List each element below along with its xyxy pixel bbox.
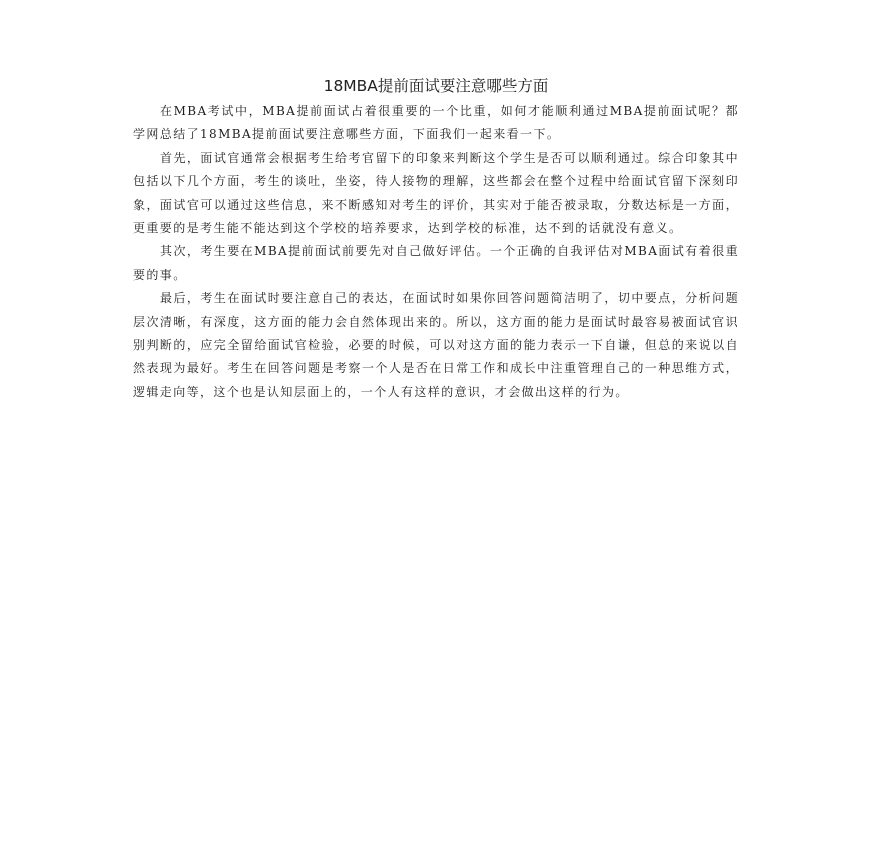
paragraph-second: 其次，考生要在MBA提前面试前要先对自己做好评估。一个正确的自我评估对MBA面试有着很重要的事。 bbox=[133, 244, 739, 282]
document-body bbox=[133, 75, 739, 404]
paragraph-last: 最后，考生在面试时要注意自己的表达，在面试时如果你回答问题简洁明了，切中要点，分析问题层次清晰，有深度，这方面的能力会自然体现出来的。所以，这方面的能力是面试时最容易被面试官识别判断的，应完全留给面试官检验，必要的时候，可以对这方面的能力表示一下自谦，但总的来说以自然表现为最好。考生在回答问题是考察一个人是否在日常工作和成长中注重管理自己的一种思维方式，逻辑走向等，这个也是认知层面上的，一个人有这样的意识，才会做出这样的行为。 bbox=[133, 291, 739, 399]
paragraph-intro: 在MBA考试中，MBA提前面试占着很重要的一个比重，如何才能顺利通过MBA提前面试呢？都学网总结了18MBA提前面试要注意哪些方面，下面我们一起来看一下。 bbox=[133, 104, 739, 142]
paragraph-first: 首先，面试官通常会根据考生给考官留下的印象来判断这个学生是否可以顺利通过。综合印象其中包括以下几个方面，考生的谈吐，坐姿，待人接物的理解，这些都会在整个过程中给面试官留下深刻印象，面试官可以通过这些信息，来不断感知对考生的评价，其实对于能否被录取，分数达标是一方面，更重要的是考生能不能达到这个学校的培养要求，达到学校的标准，达不到的话就没有意义。 bbox=[133, 150, 739, 236]
document-title: 18MBA提前面试要注意哪些方面 bbox=[323, 77, 549, 95]
